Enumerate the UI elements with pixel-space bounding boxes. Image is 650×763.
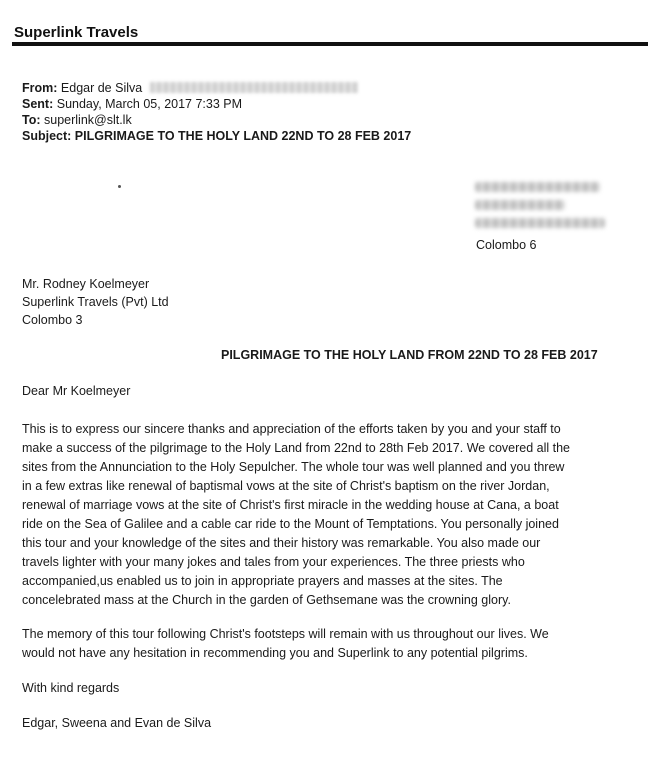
from-label: From: xyxy=(22,81,58,95)
paragraph-line: travels lighter with your many jokes and tales from your experiences. The three priests who xyxy=(22,555,525,569)
to-value: superlink@slt.lk xyxy=(44,113,132,127)
recipient-address xyxy=(22,275,169,329)
sent-row xyxy=(22,96,411,112)
scan-speck xyxy=(118,185,121,188)
recipient-company: Superlink Travels (Pvt) Ltd xyxy=(22,295,169,309)
subject-value: PILGRIMAGE TO THE HOLY LAND 22ND TO 28 FEB 2017 xyxy=(74,129,412,143)
redacted-sender-address xyxy=(475,182,605,236)
to-row xyxy=(22,112,411,128)
recipient-city: Colombo 3 xyxy=(22,313,83,327)
to-label: To: xyxy=(22,113,41,127)
sender-city: Colombo 6 xyxy=(476,238,537,252)
sent-value: Sunday, March 05, 2017 7:33 PM xyxy=(56,97,243,111)
letter-heading: PILGRIMAGE TO THE HOLY LAND FROM 22ND TO 28 FEB 2017 xyxy=(221,348,598,362)
paragraph-line: This is to express our sincere thanks and appreciation of the efforts taken by you and your staff to xyxy=(22,422,561,436)
paragraph-line: make a success of the pilgrimage to the Holy Land from 22nd to 28th Feb 2017. We covered all the xyxy=(22,441,570,455)
sent-label: Sent: xyxy=(22,97,54,111)
email-meta xyxy=(22,80,411,144)
from-row xyxy=(22,80,411,96)
paragraph-line: The memory of this tour following Christ's footsteps will remain with us throughout our lives. We xyxy=(22,627,549,641)
recipient-name: Mr. Rodney Koelmeyer xyxy=(22,277,150,291)
paragraph-line: sites from the Annunciation to the Holy Sepulcher. The whole tour was well planned and you threw xyxy=(22,460,565,474)
from-value: Edgar de Silva xyxy=(60,81,143,95)
redacted-email xyxy=(150,82,358,93)
salutation: Dear Mr Koelmeyer xyxy=(22,384,131,398)
paragraph-2 xyxy=(22,625,549,663)
paragraph-1 xyxy=(22,420,644,610)
signature: Edgar, Sweena and Evan de Silva xyxy=(22,716,212,730)
paragraph-line: renewal of marriage vows at the site of Christ's first miracle in the wedding house at Cana, a boat xyxy=(22,498,559,512)
paragraph-line: concelebrated mass at the Church in the garden of Gethsemane was the crowning glory. xyxy=(22,593,511,607)
header-divider xyxy=(12,42,648,46)
subject-row xyxy=(22,128,411,144)
subject-label: Subject: xyxy=(22,129,72,143)
paragraph-line: in a few extras like renewal of baptismal vows at the site of Christ's baptism on the river Jordan, xyxy=(22,479,550,493)
paragraph-line: would not have any hesitation in recommending you and Superlink to any potential pilgrims. xyxy=(22,646,528,660)
closing: With kind regards xyxy=(22,681,120,695)
paragraph-line: ride on the Sea of Galilee and a cable car ride to the Mount of Temptations. You personally joined xyxy=(22,517,559,531)
header-title: Superlink Travels xyxy=(14,24,139,41)
paragraph-line: accompanied,us enabled us to join in appropriate prayers and masses at the sites. The xyxy=(22,574,503,588)
paragraph-line: this tour and your knowledge of the sites and their history was remarkable. You also made our xyxy=(22,536,541,550)
